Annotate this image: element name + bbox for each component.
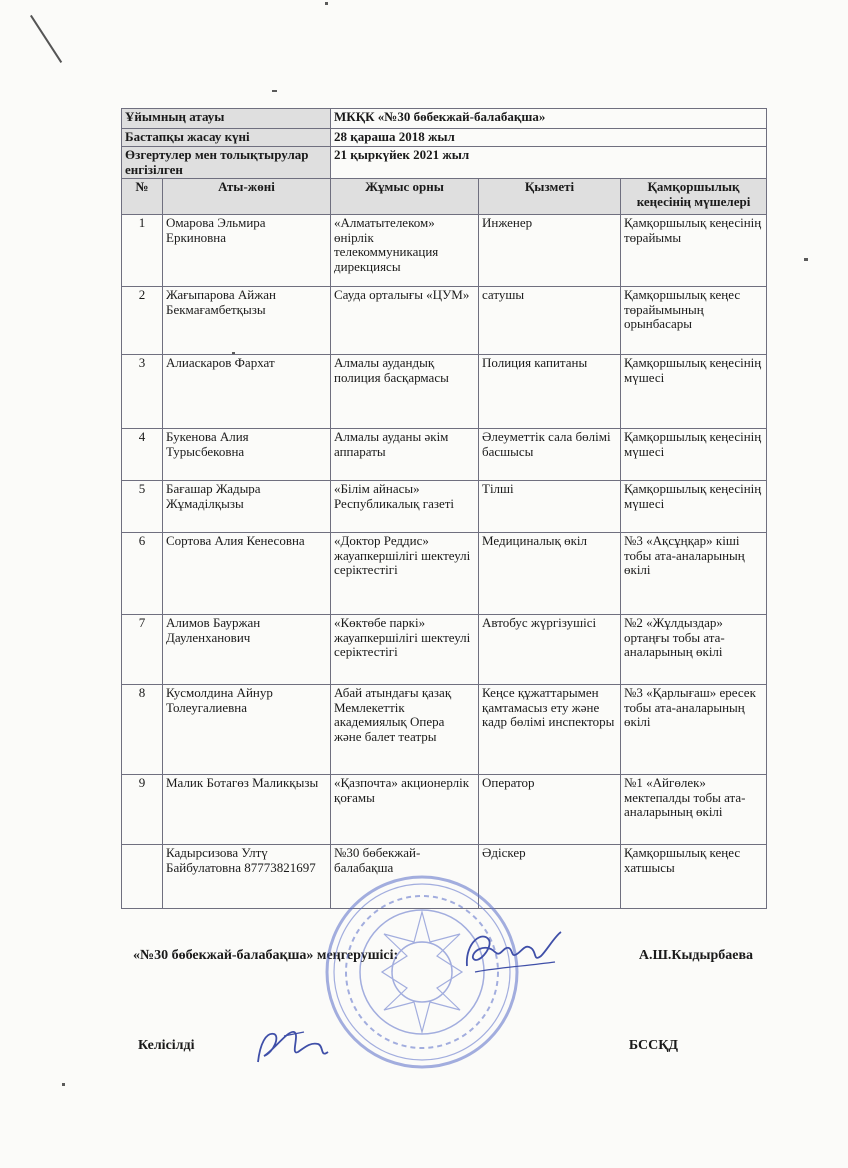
row-board-role: Қамқоршылық кеңес хатшысы: [621, 845, 767, 909]
table-row: [122, 215, 767, 287]
table-row: [122, 615, 767, 685]
changes-date-value: 21 қыркүйек 2021 жыл: [331, 147, 767, 179]
manager-label: «№30 бөбекжай-балабақша» меңгерушісі:: [133, 948, 399, 963]
row-position: Тілші: [479, 481, 621, 533]
row-number: 7: [122, 615, 163, 685]
org-name-value: МКҚК «№30 бөбекжай-балабақша»: [331, 109, 767, 129]
row-work-place: Алмалы аудандық полиция басқармасы: [331, 355, 479, 429]
row-name: Бағашар Жадыра Жұмаділқызы: [163, 481, 331, 533]
column-header-number: №: [122, 179, 163, 215]
row-number: 3: [122, 355, 163, 429]
row-position: Әдіскер: [479, 845, 621, 909]
row-number: 2: [122, 287, 163, 355]
row-name: Малик Ботагөз Маликқызы: [163, 775, 331, 845]
row-board-role: Қамқоршылық кеңесінің мүшесі: [621, 481, 767, 533]
table-row: [122, 355, 767, 429]
board-members-table: [121, 108, 767, 909]
row-name: Омарова Эльмира Еркиновна: [163, 215, 331, 287]
agreed-label: Келісілді: [138, 1038, 195, 1053]
row-board-role: №3 «Қарлығаш» ересек тобы ата-аналарының өкілі: [621, 685, 767, 775]
scan-line-mark: [30, 15, 62, 63]
row-name: Сортова Алия Кенесовна: [163, 533, 331, 615]
row-board-role: Қамқоршылық кеңесінің төрайымы: [621, 215, 767, 287]
agreement-signature: [244, 1022, 334, 1072]
row-work-place: Абай атындағы қазақ Мемлекеттік академиялық Опера және балет театры: [331, 685, 479, 775]
row-name: Букенова Алия Турысбековна: [163, 429, 331, 481]
row-board-role: Қамқоршылық кеңес төрайымының орынбасары: [621, 287, 767, 355]
org-name-row: [122, 109, 767, 129]
start-date-label: Бастапқы жасау күні: [122, 129, 331, 147]
row-number: 4: [122, 429, 163, 481]
column-header-role: Қамқоршылық кеңесінің мүшелері: [621, 179, 767, 215]
row-work-place: Алмалы ауданы әкім аппараты: [331, 429, 479, 481]
scan-dot: [804, 258, 808, 261]
manager-signature: [455, 922, 570, 980]
start-date-row: [122, 129, 767, 147]
changes-date-row: [122, 147, 767, 179]
agreed-org: БССҚД: [628, 1038, 678, 1053]
row-number: 1: [122, 215, 163, 287]
row-position: сатушы: [479, 287, 621, 355]
row-work-place: «Білім айнасы» Республикалық газеті: [331, 481, 479, 533]
start-date-value: 28 қараша 2018 жыл: [331, 129, 767, 147]
row-board-role: Қамқоршылық кеңесінің мүшесі: [621, 355, 767, 429]
row-number: 9: [122, 775, 163, 845]
column-header-row: [122, 179, 767, 215]
changes-date-label: Өзгертулер мен толықтырулар енгізілген: [122, 147, 331, 179]
row-number: [122, 845, 163, 909]
row-number: 6: [122, 533, 163, 615]
table-row: [122, 481, 767, 533]
row-position: Автобус жүргізушісі: [479, 615, 621, 685]
table-row: [122, 533, 767, 615]
row-work-place: «Алматытелеком» өнірлік телекоммуникация дирекциясы: [331, 215, 479, 287]
row-board-role: Қамқоршылық кеңесінің мүшесі: [621, 429, 767, 481]
manager-name: А.Ш.Кыдырбаева: [638, 948, 753, 963]
row-position: Медициналық өкіл: [479, 533, 621, 615]
scan-dot: [62, 1083, 65, 1086]
row-position: Полиция капитаны: [479, 355, 621, 429]
row-name: Кадырсизова Ултү Байбулатовна 87773821697: [163, 845, 331, 909]
table-row: [122, 685, 767, 775]
column-header-work: Жұмыс орны: [331, 179, 479, 215]
table-row: [122, 287, 767, 355]
scan-dot: [272, 90, 277, 92]
row-position: Кеңсе құжаттарымен қамтамасыз ету және кадр бөлімі инспекторы: [479, 685, 621, 775]
row-work-place: №30 бөбекжай-балабақша: [331, 845, 479, 909]
row-board-role: №2 «Жұлдыздар» ортаңғы тобы ата-аналарының өкілі: [621, 615, 767, 685]
row-name: Жағыпарова Айжан Бекмағамбетқызы: [163, 287, 331, 355]
org-name-label: Ұйымның атауы: [122, 109, 331, 129]
row-board-role: №3 «Ақсұңқар» кіші тобы ата-аналарының өкілі: [621, 533, 767, 615]
row-work-place: Сауда орталығы «ЦУМ»: [331, 287, 479, 355]
row-number: 5: [122, 481, 163, 533]
column-header-position: Қызметі: [479, 179, 621, 215]
table-row: [122, 775, 767, 845]
row-number: 8: [122, 685, 163, 775]
row-position: Инженер: [479, 215, 621, 287]
row-board-role: №1 «Айгөлек» мектепалды тобы ата-аналарының өкілі: [621, 775, 767, 845]
row-name: Кусмолдина Айнур Толеугалиевна: [163, 685, 331, 775]
scan-dot: [325, 2, 328, 5]
row-work-place: «Доктор Реддис» жауапкершілігі шектеулі серіктестігі: [331, 533, 479, 615]
table-row: [122, 429, 767, 481]
row-position: Әлеуметтік сала бөлімі басшысы: [479, 429, 621, 481]
row-position: Оператор: [479, 775, 621, 845]
row-name: Алиаскаров Фархат: [163, 355, 331, 429]
column-header-name: Аты-жөні: [163, 179, 331, 215]
row-name: Алимов Бауржан Дауленханович: [163, 615, 331, 685]
row-work-place: «Қазпочта» акционерлік қоғамы: [331, 775, 479, 845]
row-work-place: «Көктөбе паркі» жауапкершілігі шектеулі серіктестігі: [331, 615, 479, 685]
